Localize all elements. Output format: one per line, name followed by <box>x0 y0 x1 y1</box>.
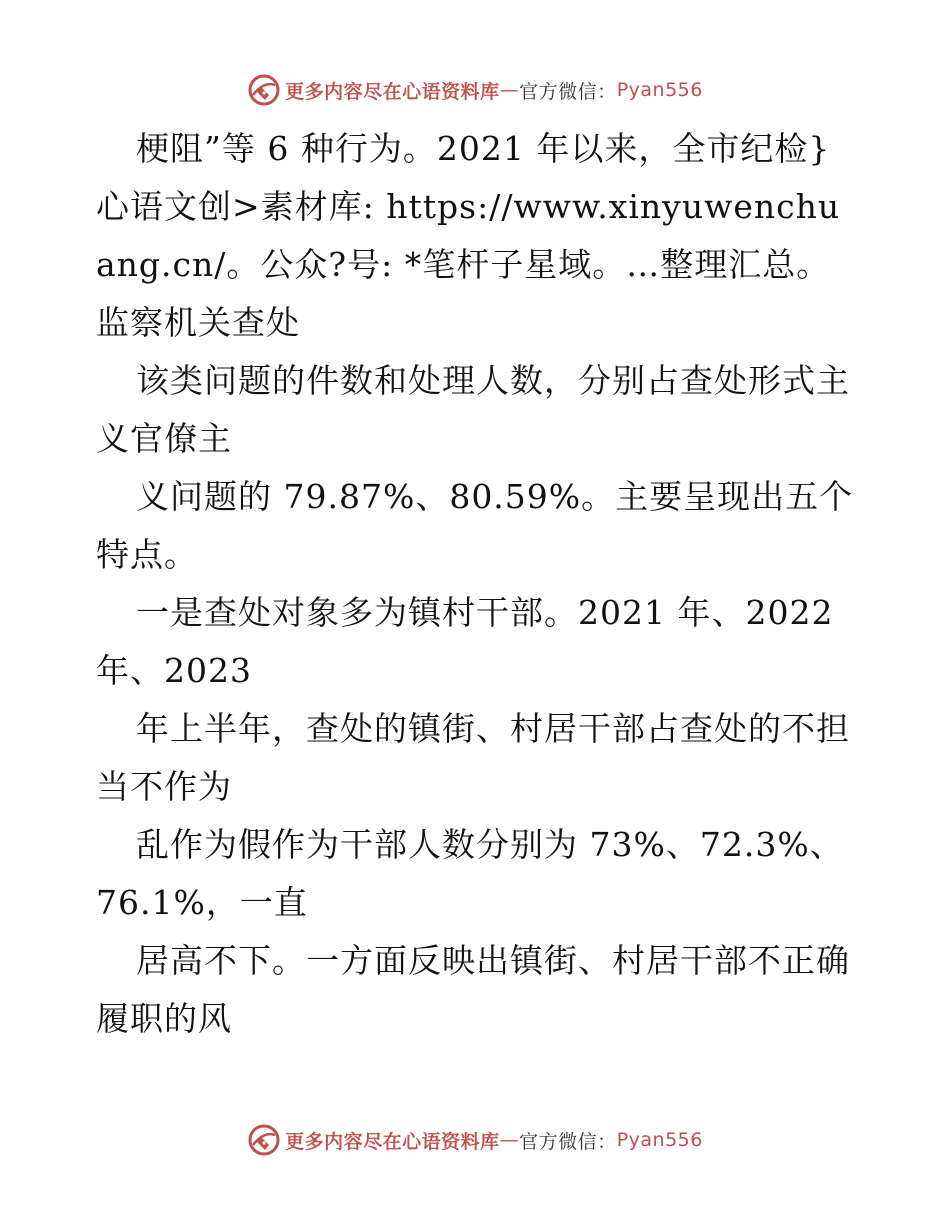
banner-slogan: 更多内容尽在心语资料库 <box>285 80 500 103</box>
paragraph: 梗阻”等 6 种行为。2021 年以来，全市纪检}心语文创>素材库: https://www.xinyuwenchuang.cn/。公众?号: *笔杆子星域。…整理汇总。监察机关查处 <box>96 129 841 342</box>
banner-separator: — <box>499 1129 520 1151</box>
pen-nib-logo-icon <box>247 73 281 107</box>
paragraph: 居高不下。一方面反映出镇街、村居干部不正确履职的风 <box>96 941 850 1038</box>
banner-wechat-id: Pyan556 <box>616 1129 703 1151</box>
header-banner <box>0 70 950 110</box>
footer-banner <box>0 1120 950 1160</box>
banner-slogan: 更多内容尽在心语资料库 <box>285 1130 500 1153</box>
paragraph: 义问题的 79.87%、80.59%。主要呈现出五个特点。 <box>96 477 854 574</box>
paragraph: 一是查处对象多为镇村干部。2021 年、2022 年、2023 <box>96 593 845 690</box>
banner-separator: — <box>499 79 520 101</box>
banner-wechat-id: Pyan556 <box>616 79 703 101</box>
paragraph: 年上半年，查处的镇街、村居干部占查处的不担当不作为 <box>96 709 850 806</box>
document-body <box>96 120 856 1048</box>
banner-wechat-label: 官方微信： <box>519 1130 617 1153</box>
paragraph: 乱作为假作为干部人数分别为 73%、72.3%、76.1%，一直 <box>96 825 844 922</box>
banner-wechat-label: 官方微信： <box>519 80 617 103</box>
pen-nib-logo-icon <box>247 1123 281 1157</box>
paragraph: 该类问题的件数和处理人数，分别占查处形式主义官僚主 <box>96 361 850 458</box>
